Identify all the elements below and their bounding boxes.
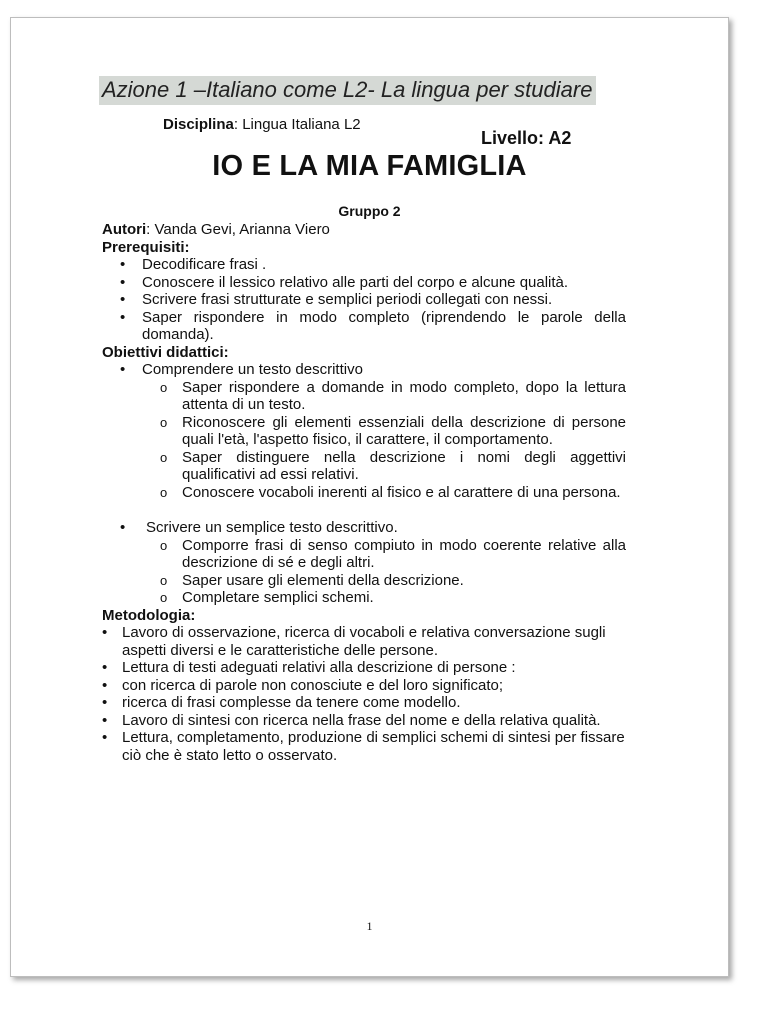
sub-list-item: o Conoscere vocaboli inerenti al fisico e al carattere di una persona. [160, 483, 621, 501]
bullet-icon: • [102, 694, 108, 711]
list-item: • ricerca di frasi complesse da tenere come modello. [102, 694, 461, 711]
bullet-icon: • [120, 273, 126, 291]
list-item: • Lettura, completamento, produzione di semplici schemi di sintesi per fissare ciò che è stato letto o osservato. [102, 729, 625, 764]
prerequisiti-list [102, 256, 626, 344]
hollow-bullet-icon: o [160, 414, 168, 430]
metodologia-list [102, 624, 626, 764]
hollow-bullet-icon: o [160, 572, 168, 588]
sub-list-item: o Saper usare gli elementi della descrizione. [160, 571, 464, 589]
disciplina-label: Disciplina [163, 116, 234, 133]
bullet-icon: • [102, 729, 108, 746]
blank-line [102, 501, 626, 519]
list-item: • Scrivere un semplice testo descrittivo. [120, 519, 398, 536]
hollow-bullet-icon: o [160, 484, 168, 500]
list-item: • Scrivere frasi strutturate e semplici periodi collegati con nessi. [120, 291, 553, 308]
sub-list-item: o Saper rispondere a domande in modo completo, dopo la lettura attenta di un testo. [160, 378, 626, 413]
list-item: • con ricerca di parole non conosciute e del loro significato; [102, 676, 504, 694]
autori-value: : Vanda Gevi, Arianna Viero [146, 221, 330, 238]
list-item: • Decodificare frasi . [120, 256, 267, 273]
bullet-icon: • [120, 291, 126, 308]
page-number: 1 [366, 919, 373, 933]
list-item: • Lettura di testi adeguati relativi alla descrizione di persone : [102, 659, 516, 676]
autori-label: Autori [102, 221, 147, 238]
sub-list-item: o Completare semplici schemi. [160, 589, 374, 606]
bullet-icon: • [102, 676, 108, 694]
sub-list-item: o Saper distinguere nella descrizione i nomi degli aggettivi qualificativi ad essi relativi. [160, 448, 626, 483]
bullet-icon: • [102, 659, 108, 676]
obiettivi-list [102, 361, 626, 501]
hollow-bullet-icon: o [160, 590, 168, 605]
hollow-bullet-icon: o [160, 379, 168, 395]
bullet-icon: • [102, 624, 108, 641]
bullet-icon: • [120, 361, 126, 378]
list-item: • Lavoro di sintesi con ricerca nella frase del nome e della relativa qualità. [102, 711, 601, 729]
obiettivi-list-2 [102, 519, 626, 607]
obiettivi-heading: Obiettivi didattici: [102, 343, 229, 361]
list-item: • Lavoro di osservazione, ricerca di vocaboli e relativa conversazione sugli aspetti diversi e le caratteristiche delle persone. [102, 624, 606, 659]
autori-line [102, 221, 626, 239]
sub-list-item: o Comporre frasi di senso compiuto in modo coerente relative alla descrizione di sé e degli altri. [160, 536, 626, 571]
document-title: IO E LA MIA FAMIGLIA [212, 150, 527, 182]
bullet-icon: • [120, 256, 126, 273]
bullet-icon: • [102, 711, 108, 729]
gruppo-label: Gruppo 2 [338, 203, 401, 219]
list-item: • Conoscere il lessico relativo alle parti del corpo e alcune qualità. [120, 273, 569, 291]
document-page [10, 17, 729, 977]
list-item: • Comprendere un testo descrittivo [120, 361, 363, 378]
list-item: • Saper rispondere in modo completo (riprendendo le parole della domanda). [120, 308, 626, 343]
livello-label: Livello: A2 [481, 128, 572, 148]
document-body [102, 221, 626, 764]
prerequisiti-heading: Prerequisiti: [102, 238, 190, 256]
sub-list-item: o Riconoscere gli elementi essenziali della descrizione di persone quali l'età, l'aspetto fisico, il carattere, il comportamento. [160, 413, 626, 448]
disciplina-value: : Lingua Italiana L2 [233, 116, 361, 133]
bullet-icon: • [120, 308, 126, 326]
hollow-bullet-icon: o [160, 537, 168, 553]
bullet-icon: • [120, 519, 126, 536]
hollow-bullet-icon: o [160, 449, 168, 465]
metodologia-heading: Metodologia: [102, 606, 196, 624]
action-banner: Azione 1 –Italiano come L2- La lingua per studiare [99, 76, 596, 105]
